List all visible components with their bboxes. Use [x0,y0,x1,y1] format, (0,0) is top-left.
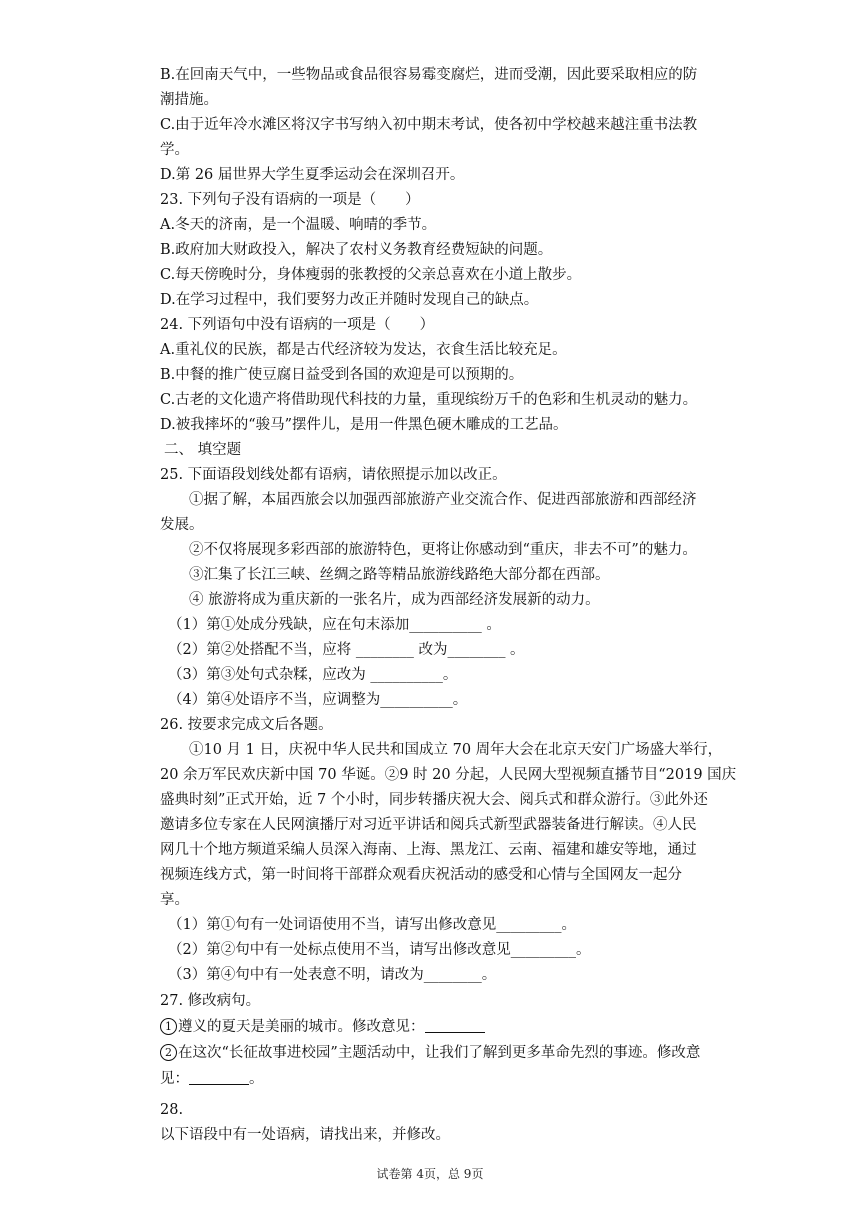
answer-blank[interactable] [425,1018,485,1033]
q25-passage-3: ③汇集了长江三峡、丝绸之路等精品旅游线路绝大部分都在西部。 [189,567,610,583]
q25-passage-1a: ①据了解，本届西旅会以加强西部旅游产业交流合作、促进西部旅游和西部经济 [189,492,697,508]
q23-option-d: D.在学习过程中，我们要努力改正并随时发现自己的缺点。 [160,292,539,308]
q27-item-2-text: 在这次“长征故事进校园”主题活动中，让我们了解到更多革命先烈的事迹。修改意 [178,1045,701,1061]
q26-passage-5: 网几十个地方频道采编人员深入海南、上海、黑龙江、云南、福建和雄安等地，通过 [160,842,697,858]
circled-number: 2 [160,1044,177,1061]
q25-sub-1: （1）第①处成分残缺，应在句末添加__________ 。 [168,617,501,633]
q24-option-d: D.被我摔坏的“骏马”摆件儿，是用一件黑色硬木雕成的工艺品。 [160,417,568,433]
q23-option-c: C.每天傍晚时分，身体瘦弱的张教授的父亲总喜欢在小道上散步。 [160,267,582,283]
q26-passage-2: 20 余万军民欢庆新中国 70 华诞。②9 时 20 分起，人民网大型视频直播节目“2019 国庆 [160,767,737,783]
question-27: 27. 修改病句。 [160,993,261,1009]
option-c-line1: C.由于近年冷水滩区将汉字书写纳入初中期末考试，使各初中学校越来越注重书法教 [160,117,698,133]
q26-passage-7: 享。 [160,892,189,908]
option-c-line2: 学。 [160,142,189,158]
q26-passage-6: 视频连线方式，第一时间将干部群众观看庆祝活动的感受和心情与全国网友一起分 [160,867,682,883]
page-content [160,63,737,1148]
q27-item-2-end: 。 [249,1071,264,1087]
q26-sub-1: （1）第①句有一处词语使用不当，请写出修改意见_________。 [168,917,576,933]
q27-item-2-label: 见： [160,1071,189,1087]
q26-sub-2: （2）第②句中有一处标点使用不当，请写出修改意见_________。 [168,942,591,958]
answer-blank[interactable] [189,1070,249,1085]
q25-passage-1b: 发展。 [160,517,204,533]
q26-passage-1: ①10 月 1 日，庆祝中华人民共和国成立 70 周年大会在北京天安门广场盛大举行， [189,742,723,758]
q27-item-1-text: 遵义的夏天是美丽的城市。修改意见： [178,1019,425,1035]
q27-item-2-cont [160,1066,720,1092]
question-26: 26. 按要求完成文后各题。 [160,717,333,733]
page-footer: 试卷第 4页，总 9页 [376,1167,484,1181]
question-27-block [160,988,720,1092]
option-b-line1: B.在回南天气中，一些物品或食品很容易霉变腐烂，进而受潮，因此要采取相应的防 [160,67,698,83]
option-d: D.第 26 届世界大学生夏季运动会在深圳召开。 [160,167,465,183]
q23-option-b: B.政府加大财政投入，解决了农村义务教育经费短缺的问题。 [160,242,553,258]
question-28: 28. [160,1102,184,1118]
question-24: 24. 下列语句中没有语病的一项是（ ） [160,317,435,333]
q25-sub-4: （4）第④处语序不当，应调整为__________。 [168,692,468,708]
q25-sub-3: （3）第③处句式杂糅，应改为 __________。 [168,667,458,683]
q25-passage-2: ②不仅将展现多彩西部的旅游特色，更将让你感动到“重庆，非去不可”的魅力。 [189,542,697,558]
section-heading: 二、 填空题 [164,442,242,458]
q24-option-a: A.重礼仪的民族，都是古代经济较为发达，衣食生活比较充足。 [160,342,567,358]
question-28-text: 以下语段中有一处语病，请找出来，并修改。 [160,1127,450,1143]
option-b-line2: 潮措施。 [160,92,218,108]
q27-item-2 [160,1040,720,1066]
q26-passage-3: 盛典时刻”正式开始，近 7 个小时，同步转播庆祝大会、阅兵式和群众游行。③此外还 [160,792,708,808]
q24-option-b: B.中餐的推广使豆腐日益受到各国的欢迎是可以预期的。 [160,367,524,383]
q27-item-1 [160,1014,720,1040]
q25-passage-4: ④ 旅游将成为重庆新的一张名片，成为西部经济发展新的动力。 [189,592,600,608]
q26-sub-3: （3）第④句中有一处表意不明，请改为________。 [168,967,497,983]
q25-sub-2: （2）第②处搭配不当，应将 ________ 改为________ 。 [168,642,525,658]
question-25: 25. 下面语段划线处都有语病，请依照提示加以改正。 [160,467,507,483]
question-23: 23. 下列句子没有语病的一项是（ ） [160,192,420,208]
circled-number: 1 [160,1018,177,1035]
q23-option-a: A.冬天的济南，是一个温暖、响晴的季节。 [160,217,437,233]
q26-passage-4: 邀请多位专家在人民网演播厅对习近平讲话和阅兵式新型武器装备进行解读。④人民 [160,817,697,833]
q24-option-c: C.古老的文化遗产将借助现代科技的力量，重现缤纷万千的色彩和生机灵动的魅力。 [160,392,698,408]
